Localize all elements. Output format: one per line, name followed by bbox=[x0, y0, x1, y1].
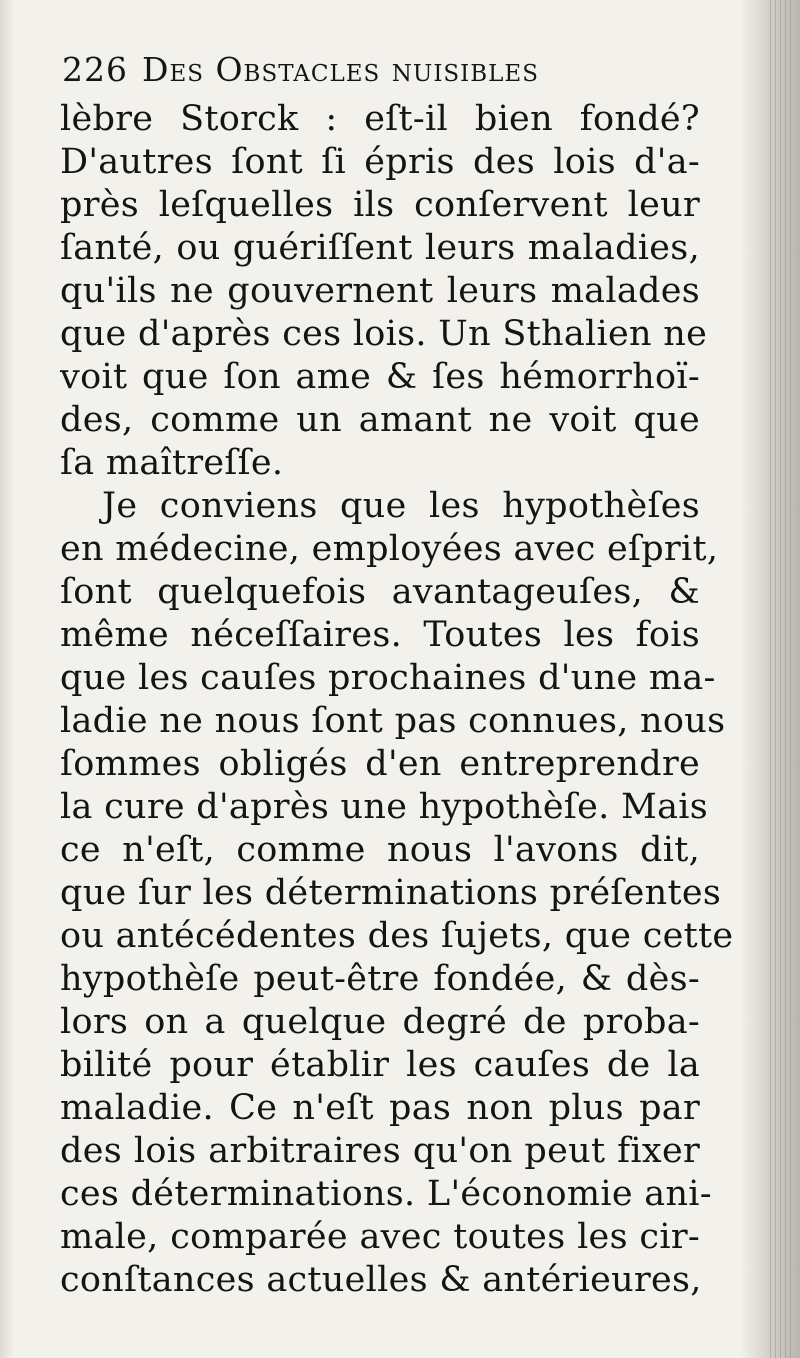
text-line: que d'après ces lois. Un Sthalien ne bbox=[60, 314, 708, 354]
text-line: hypothèſe peut-être fondée, & dès- bbox=[60, 959, 700, 999]
page-number: 226 bbox=[62, 50, 128, 89]
text-line: D'autres ſont ſi épris des lois d'a- bbox=[60, 142, 700, 182]
text-line: la cure d'après une hypothèſe. Mais bbox=[60, 787, 709, 827]
text-line: lèbre Storck : eſt-il bien fondé? bbox=[60, 99, 700, 139]
text-line: ſanté, ou guériſſent leurs maladies, bbox=[60, 228, 700, 268]
text-line: près leſquelles ils conſervent leur bbox=[60, 185, 700, 225]
page-edge-lines bbox=[770, 0, 794, 1358]
text-line: que ſur les déterminations préſentes bbox=[60, 873, 722, 913]
text-line: bilité pour établir les cauſes de la bbox=[60, 1045, 700, 1085]
text-line: maladie. Ce n'eſt pas non plus par bbox=[60, 1088, 700, 1128]
text-line: des lois arbitraires qu'on peut fixer bbox=[60, 1131, 700, 1171]
paragraph-2 bbox=[60, 485, 734, 1302]
paragraph-1 bbox=[60, 98, 708, 485]
text-line: ou antécédentes des ſujets, que cette bbox=[60, 916, 734, 956]
text-line: même néceſſaires. Toutes les fois bbox=[60, 615, 700, 655]
text-line: ce n'eſt, comme nous l'avons dit, bbox=[60, 830, 700, 870]
running-head: Des Obstacles nuisibles bbox=[142, 50, 539, 89]
text-line: ſa maîtreſſe. bbox=[60, 443, 284, 483]
text-line: des, comme un amant ne voit que bbox=[60, 400, 700, 440]
text-line: lors on a quelque degré de proba- bbox=[60, 1002, 700, 1042]
text-line: Je conviens que les hypothèſes bbox=[102, 486, 700, 526]
text-line: voit que ſon ame & ſes hémorrhoï- bbox=[60, 357, 700, 397]
text-line: qu'ils ne gouvernent leurs malades bbox=[60, 271, 700, 311]
text-line: ſont quelquefois avantageuſes, & bbox=[60, 572, 700, 612]
text-line: en médecine, employées avec eſprit, bbox=[60, 529, 719, 569]
body-text bbox=[60, 98, 734, 1338]
text-line: ladie ne nous ſont pas connues, nous bbox=[60, 701, 726, 741]
text-line: conſtances actuelles & antérieures, bbox=[60, 1260, 702, 1300]
text-line: que les cauſes prochaines d'une ma- bbox=[60, 658, 716, 698]
text-line: ſommes obligés d'en entreprendre bbox=[60, 744, 700, 784]
text-line: ces déterminations. L'économie ani- bbox=[60, 1174, 712, 1214]
page-header bbox=[62, 42, 702, 98]
text-line: male, comparée avec toutes les cir- bbox=[60, 1217, 700, 1257]
page-left-edge bbox=[0, 0, 14, 1358]
